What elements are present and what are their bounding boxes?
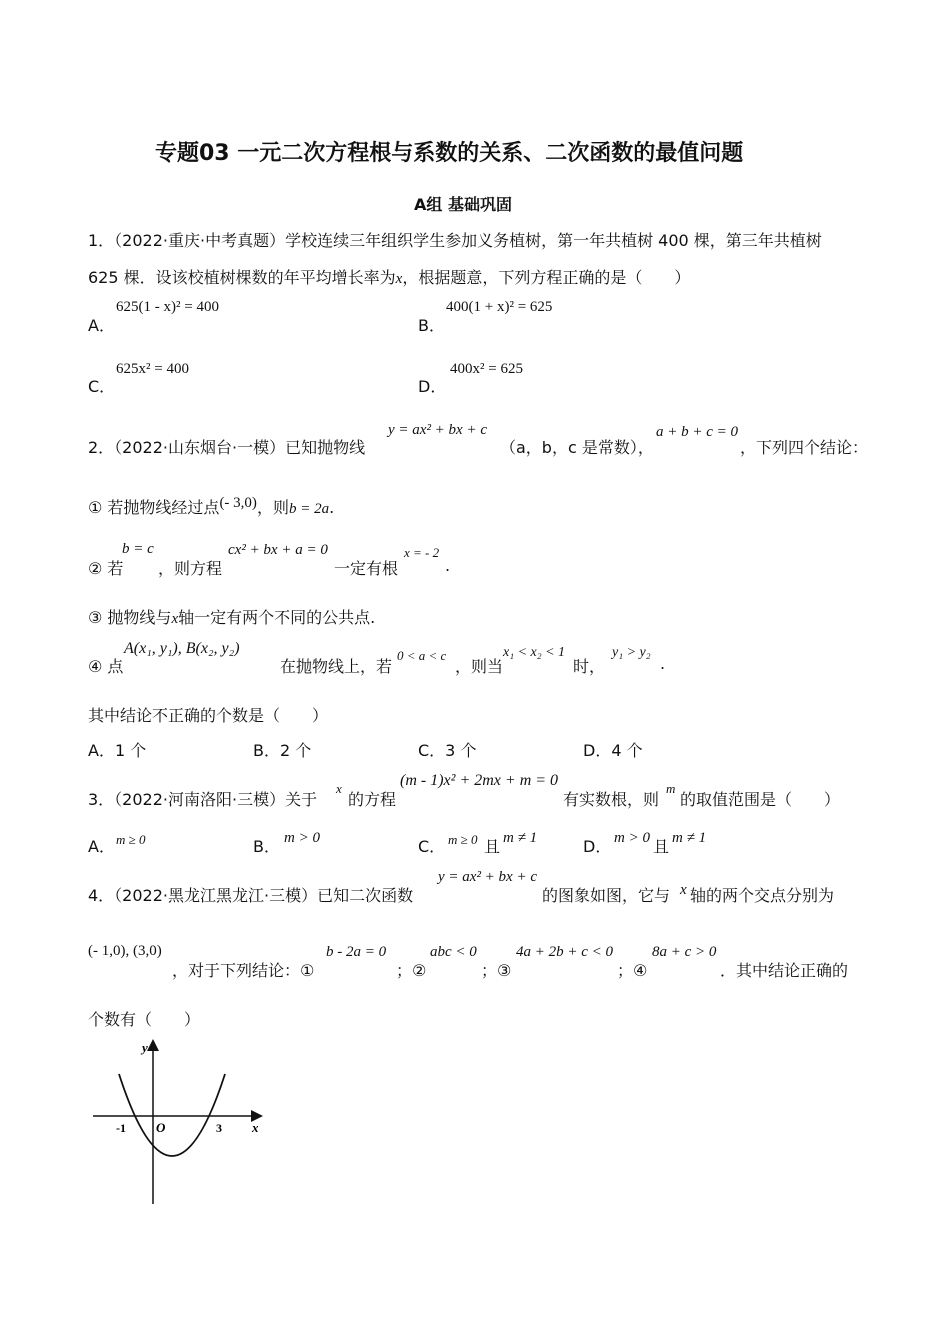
origin-label: O xyxy=(156,1120,166,1135)
q1-option-d-label: D． xyxy=(418,377,447,396)
q4-sep-2: ；② xyxy=(396,961,427,980)
q4-lead: 4．（2022·黑龙江黑龙江·三模）已知二次函数 xyxy=(88,886,414,905)
q2-equation-2: a + b + c = 0 xyxy=(656,424,739,440)
q2-s4-when: ，则当 xyxy=(455,657,504,676)
q1-option-b-math: 400(1 + x)² = 625 xyxy=(446,299,553,315)
q4-l2a: ，对于下列结论：① xyxy=(172,961,315,980)
q4-tail: 轴的两个交点分别为 xyxy=(690,886,835,905)
q4-l2b: ．其中结论正确的 xyxy=(720,961,849,980)
q3-mid2: 有实数根，则 xyxy=(563,790,660,809)
q2-statement-1 xyxy=(88,495,334,518)
q4-sep-4: ；④ xyxy=(617,961,648,980)
q2-s4-text: 在抛物线上，若 xyxy=(280,657,393,676)
q3-option-c-label: C． xyxy=(418,837,446,856)
q2-s2-root: x = - 2 xyxy=(404,545,440,560)
q3-equation: (m - 1)x² + 2mx + m = 0 xyxy=(400,772,559,789)
q1-option-a-math: 625(1 - x)² = 400 xyxy=(116,299,219,315)
q2-s4-result: y₁ > y₂ xyxy=(612,645,651,660)
q2-s4-end: . xyxy=(660,654,666,673)
q4-mid: 的图象如图，它与 xyxy=(542,886,671,905)
tick-label-3: 3 xyxy=(216,1121,222,1135)
q3-lead: 3．（2022·河南洛阳·三模）关于 xyxy=(88,790,318,809)
q3-option-d-math: m > 0 xyxy=(614,830,650,846)
q3-mid: 的方程 xyxy=(348,790,397,809)
q2-option-b: B．2 个 xyxy=(253,741,312,760)
q2-s1-end: . xyxy=(329,498,335,517)
q3-option-c-math2: m ≠ 1 xyxy=(503,830,538,846)
q4-l3: 个数有（ ） xyxy=(88,1010,201,1029)
q2-s1-point: (- 3,0) xyxy=(219,495,257,511)
parabola-graph xyxy=(88,1036,273,1211)
q4-conclusion-1: b - 2a = 0 xyxy=(326,944,387,960)
q3-option-b-label: B． xyxy=(253,837,280,856)
x-axis-label: x xyxy=(252,1120,259,1135)
q3-option-c-math: m ≥ 0 xyxy=(448,832,478,847)
q1-option-c-math: 625x² = 400 xyxy=(116,361,189,377)
q1-option-d-math: 400x² = 625 xyxy=(450,361,523,377)
q2-s1-then: ，则 xyxy=(256,498,289,517)
q3-option-a-math: m ≥ 0 xyxy=(116,832,146,847)
q2-s4-time: 时， xyxy=(573,657,606,676)
q2-s1-text: ① 若抛物线经过点 xyxy=(88,498,220,517)
q4-conclusion-3: 4a + 2b + c < 0 xyxy=(516,944,614,960)
q2-s3-text: ③ 抛物线与 xyxy=(88,608,172,627)
q3-option-b-math: m > 0 xyxy=(284,830,320,846)
q2-equation: y = ax² + bx + c xyxy=(388,422,487,438)
q1-option-b-label: B． xyxy=(418,316,445,335)
q3-option-d-label: D． xyxy=(583,837,612,856)
q2-s1-eq: b = 2a xyxy=(288,501,330,517)
q2-s2-root-text: 一定有根 xyxy=(334,559,399,578)
q3-option-d-and: 且 xyxy=(653,837,670,856)
q4-conclusion-4: 8a + c > 0 xyxy=(652,944,717,960)
q1-line1: 1．（2022·重庆·中考真题）学校连续三年组织学生参加义务植树，第一年共植树 400 棵，第三年共植树 xyxy=(88,231,822,250)
q3-tail: 的取值范围是（ ） xyxy=(680,790,841,809)
q2-s4-lead: ④ 点 xyxy=(88,657,124,676)
q2-option-c: C．3 个 xyxy=(418,741,477,760)
q2-s2-then: ，则方程 xyxy=(158,559,223,578)
q3-option-d-math2: m ≠ 1 xyxy=(672,830,707,846)
q4-sep-3: ；③ xyxy=(481,961,512,980)
y-axis-label: y xyxy=(142,1040,148,1055)
q2-s2-end: . xyxy=(445,556,451,575)
tick-label-neg1: -1 xyxy=(116,1121,126,1135)
page-title: 专题03 一元二次方程根与系数的关系、二次函数的最值问题 xyxy=(155,141,744,166)
q4-equation: y = ax² + bx + c xyxy=(438,869,537,885)
q2-s4-points: A(x₁, y₁), B(x₂, y₂) xyxy=(124,640,240,657)
q1-option-c-label: C． xyxy=(88,377,116,396)
q2-statement-3 xyxy=(88,605,375,628)
section-heading: A组 基础巩固 xyxy=(414,195,512,214)
q2-s4-cond2: x₁ < x₂ < 1 xyxy=(503,645,566,660)
q4-conclusion-2: abc < 0 xyxy=(430,944,477,960)
q2-ask: 其中结论不正确的个数是（ ） xyxy=(88,706,329,725)
q4-x: x xyxy=(680,882,687,898)
q3-m: m xyxy=(666,781,676,796)
q2-s2-if: ② 若 xyxy=(88,559,124,578)
q2-s2-eq2: cx² + bx + a = 0 xyxy=(228,542,328,558)
q1-line2b: ，根据题意，下列方程正确的是（ ） xyxy=(402,268,691,287)
q2-s3-x: x xyxy=(171,611,179,627)
q3-option-a-label: A． xyxy=(88,837,115,856)
q1-line2a: 625 棵．设该校植树棵数的年平均增长率为 xyxy=(88,268,396,287)
q2-condition: （a，b，c 是常数）， xyxy=(500,438,654,457)
q2-s4-cond: 0 < a < c xyxy=(397,648,447,663)
q1-line2 xyxy=(88,265,690,288)
q2-s3-text2: 轴一定有两个不同的公共点. xyxy=(178,608,376,627)
q2-lead: 2．（2022·山东烟台·一模）已知抛物线 xyxy=(88,438,366,457)
q2-s2-eq: b = c xyxy=(122,541,154,557)
q3-option-c-and: 且 xyxy=(484,837,501,856)
q1-option-a-label: A． xyxy=(88,316,115,335)
q3-x: x xyxy=(336,781,342,796)
q2-option-d: D．4 个 xyxy=(583,741,643,760)
parabola-curve xyxy=(119,1074,225,1156)
q2-option-a: A．1 个 xyxy=(88,741,147,760)
q4-points: (- 1,0), (3,0) xyxy=(88,943,162,959)
q2-tail: ，下列四个结论： xyxy=(740,438,869,457)
q1-var-x: x xyxy=(395,271,403,287)
